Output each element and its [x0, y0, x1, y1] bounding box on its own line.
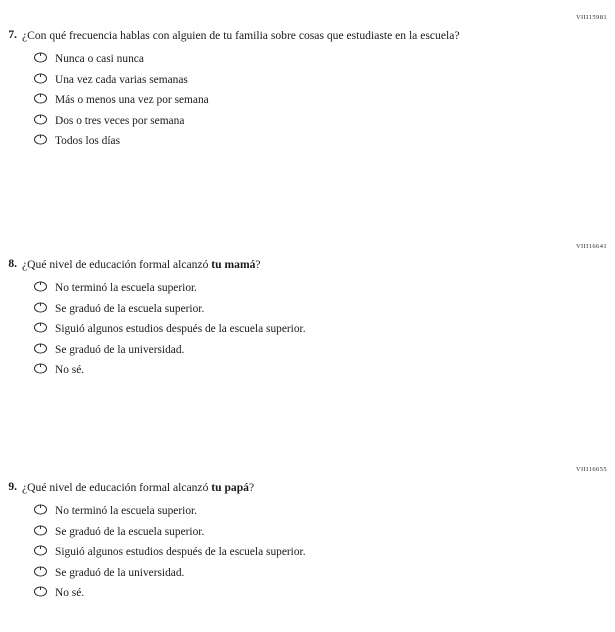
- answer-bubble-icon[interactable]: [34, 114, 47, 125]
- question-stem-7: [0, 28, 615, 43]
- question-text-8: [22, 257, 261, 272]
- answer-option[interactable]: [34, 524, 615, 539]
- answer-option[interactable]: [34, 565, 615, 580]
- answer-option[interactable]: [34, 342, 615, 357]
- answer-bubble-icon[interactable]: [34, 504, 47, 515]
- answer-option-label: Se graduó de la universidad.: [55, 343, 185, 356]
- question-text-9-part2: ?: [248, 481, 255, 494]
- answer-option-label: Todos los días: [55, 135, 121, 147]
- answer-bubble-icon[interactable]: [34, 73, 47, 84]
- question-number-8: 8.: [8, 258, 17, 270]
- answer-option-label: Dos o tres veces por semana: [55, 114, 185, 127]
- answer-bubble-icon[interactable]: [34, 52, 47, 63]
- answer-bubble-icon[interactable]: [34, 343, 47, 354]
- answer-option-label: No terminó la escuela superior.: [55, 505, 198, 517]
- answer-option-label: Se graduó de la escuela superior.: [55, 525, 205, 538]
- answer-options-8: [0, 280, 615, 377]
- answer-bubble-icon[interactable]: [34, 545, 47, 556]
- answer-option-label: Nunca o casi nunca: [55, 53, 144, 65]
- answer-option[interactable]: [34, 503, 615, 518]
- question-text-8-emphasis: tu mamá: [211, 258, 256, 271]
- answer-option-label: Más o menos una vez por semana: [55, 94, 209, 106]
- answer-option[interactable]: [34, 321, 615, 336]
- answer-bubble-icon[interactable]: [34, 134, 47, 145]
- question-stem-9: [0, 480, 615, 495]
- question-id-label-9: VIII16655: [575, 466, 607, 473]
- question-block-9: [0, 466, 615, 606]
- answer-option[interactable]: [34, 92, 615, 107]
- answer-bubble-icon[interactable]: [34, 93, 47, 104]
- question-id-label-8: VIII16641: [575, 243, 607, 250]
- answer-option[interactable]: [34, 133, 615, 148]
- question-text-7: [22, 28, 459, 43]
- answer-option-label: No sé.: [55, 364, 85, 376]
- answer-option-label: Se graduó de la universidad.: [55, 566, 185, 579]
- question-block-7: [0, 14, 615, 154]
- answer-option-label: No terminó la escuela superior.: [55, 282, 198, 294]
- answer-option-label: Siguió algunos estudios después de la escuela superior.: [55, 323, 306, 335]
- question-text-9-emphasis: tu papá: [211, 481, 249, 494]
- question-text-8-part2: ?: [255, 258, 261, 271]
- answer-options-7: [0, 51, 615, 148]
- question-text-9-part1: ¿Qué nivel de educación formal alcanzó: [22, 481, 212, 494]
- answer-option-label: Siguió algunos estudios después de la escuela superior.: [55, 546, 306, 558]
- question-text-8-part1: ¿Qué nivel de educación formal alcanzó: [22, 258, 212, 271]
- question-text-9: [22, 480, 254, 495]
- answer-bubble-icon[interactable]: [34, 363, 47, 374]
- question-block-8: [0, 243, 615, 383]
- answer-bubble-icon[interactable]: [34, 281, 47, 292]
- answer-option[interactable]: [34, 362, 615, 377]
- answer-option[interactable]: [34, 301, 615, 316]
- answer-option[interactable]: [34, 51, 615, 66]
- answer-option[interactable]: [34, 280, 615, 295]
- answer-option-label: No sé.: [55, 587, 85, 599]
- question-stem-8: [0, 257, 615, 272]
- answer-option[interactable]: [34, 544, 615, 559]
- question-number-7: 7.: [8, 29, 17, 41]
- answer-bubble-icon[interactable]: [34, 302, 47, 313]
- answer-option[interactable]: [34, 72, 615, 87]
- answer-bubble-icon[interactable]: [34, 566, 47, 577]
- answer-option-label: Una vez cada varias semanas: [55, 73, 188, 86]
- question-id-label-7: VIII15981: [575, 14, 607, 21]
- answer-options-9: [0, 503, 615, 600]
- answer-bubble-icon[interactable]: [34, 586, 47, 597]
- question-text-7-part1: ¿Con qué frecuencia hablas con alguien de tu familia sobre cosas que estudiaste en la escuela?: [22, 29, 460, 42]
- answer-option[interactable]: [34, 113, 615, 128]
- answer-bubble-icon[interactable]: [34, 525, 47, 536]
- answer-option-label: Se graduó de la escuela superior.: [55, 302, 205, 315]
- answer-bubble-icon[interactable]: [34, 322, 47, 333]
- answer-option[interactable]: [34, 585, 615, 600]
- question-number-9: 9.: [8, 481, 17, 493]
